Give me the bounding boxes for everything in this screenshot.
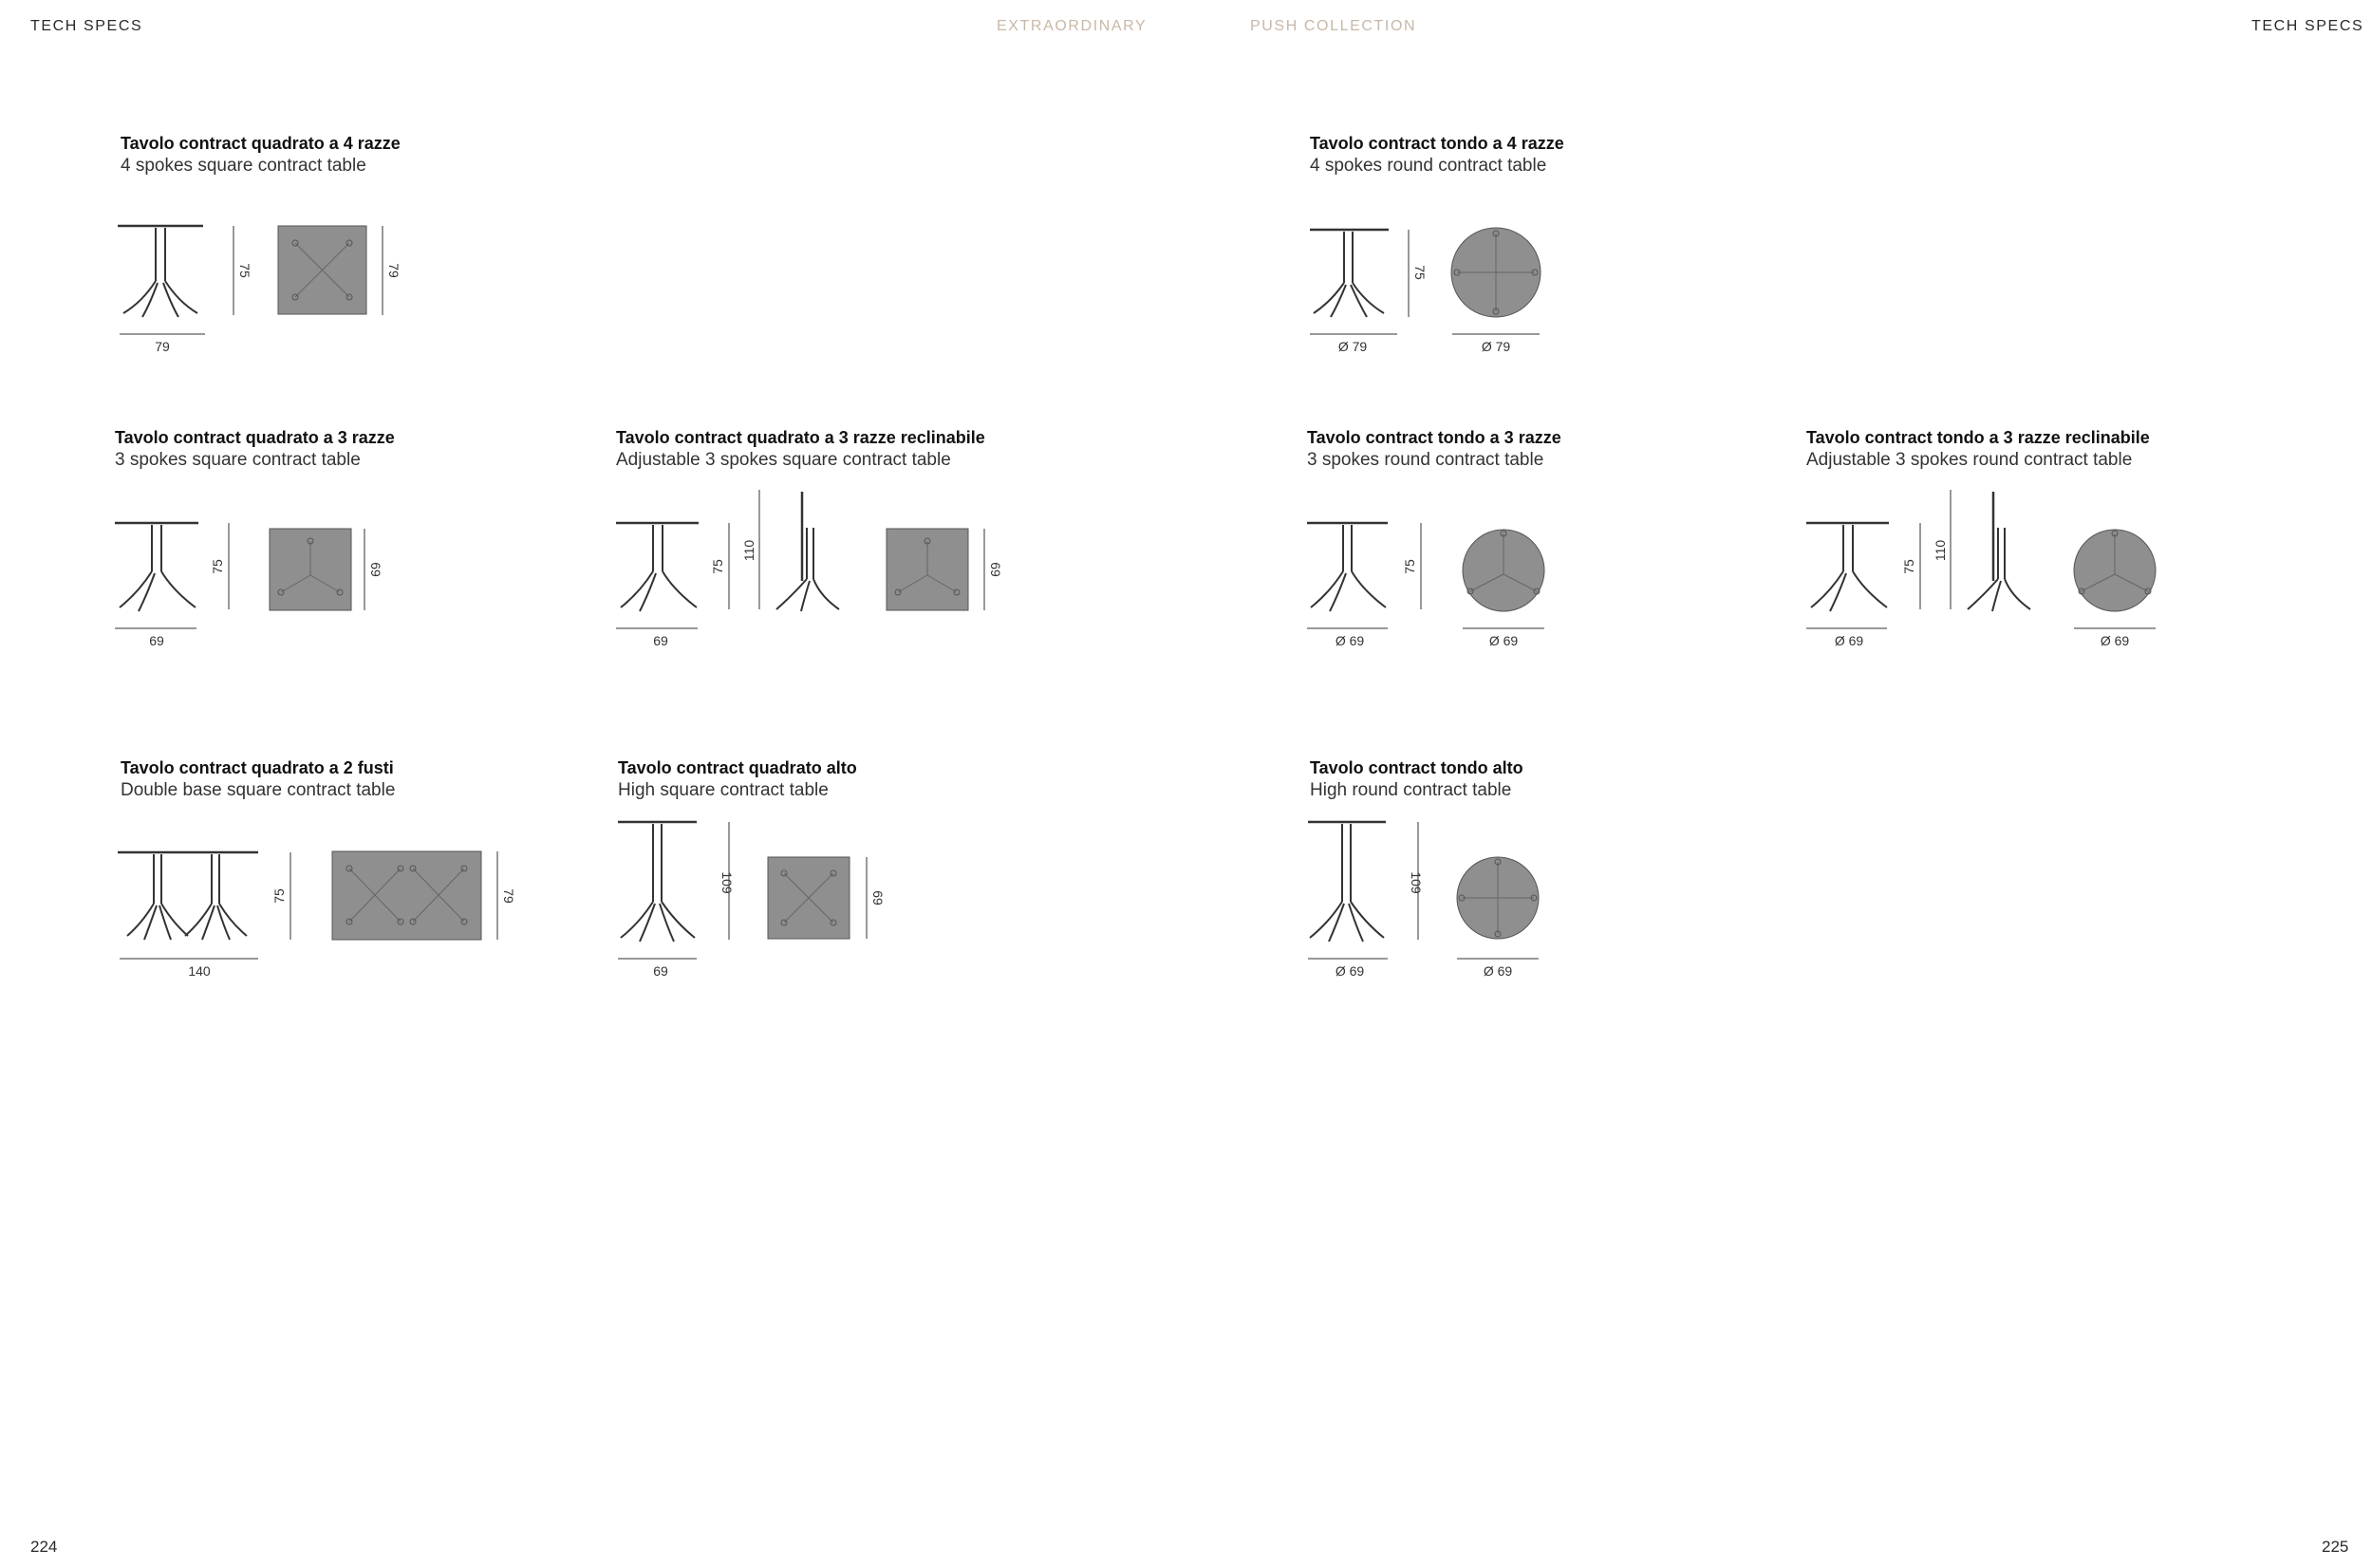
dim-width: 69 bbox=[653, 963, 668, 979]
product-title: Tavolo contract tondo a 3 razze reclinabile bbox=[1806, 428, 2150, 447]
product-0-drawing bbox=[118, 226, 383, 334]
dim-top: 69 bbox=[988, 562, 1003, 577]
top-view bbox=[2074, 530, 2156, 611]
product-subtitle: Adjustable 3 spokes square contract table bbox=[616, 450, 951, 470]
dim-height: 75 bbox=[1901, 559, 1916, 574]
dim-height: 75 bbox=[237, 263, 252, 278]
top-view bbox=[1451, 228, 1541, 317]
side-view bbox=[618, 822, 697, 959]
top-view bbox=[278, 226, 366, 314]
product-title: Tavolo contract tondo a 4 razze bbox=[1310, 134, 1564, 153]
page-number-left: 224 bbox=[30, 1538, 58, 1556]
product-subtitle: Adjustable 3 spokes round contract table bbox=[1806, 450, 2133, 470]
product-4-drawing bbox=[1307, 523, 1544, 628]
side-view bbox=[118, 226, 205, 334]
product-title: Tavolo contract tondo a 3 razze bbox=[1307, 428, 1561, 447]
dim-tilted: 110 bbox=[1933, 539, 1948, 562]
dim-width: Ø 69 bbox=[1834, 633, 1864, 648]
dim-width: Ø 69 bbox=[1335, 963, 1365, 979]
product-subtitle: 4 spokes round contract table bbox=[1310, 156, 1547, 176]
dim-top: 69 bbox=[368, 562, 383, 577]
dim-width: 140 bbox=[188, 963, 211, 979]
side-view bbox=[118, 852, 258, 959]
product-subtitle: 3 spokes square contract table bbox=[115, 450, 361, 470]
dim-width: 69 bbox=[149, 633, 164, 648]
product-5-drawing bbox=[1806, 490, 2156, 628]
side-view bbox=[1310, 230, 1397, 334]
product-7-drawing bbox=[618, 822, 867, 959]
dim-width: Ø 79 bbox=[1337, 339, 1368, 354]
dim-width: 79 bbox=[155, 339, 170, 354]
product-title: Tavolo contract quadrato a 2 fusti bbox=[121, 758, 394, 777]
dim-height: 75 bbox=[1412, 265, 1428, 280]
side-view bbox=[616, 523, 699, 628]
product-2-drawing bbox=[115, 523, 364, 628]
top-view bbox=[1463, 530, 1544, 611]
product-title: Tavolo contract quadrato a 4 razze bbox=[121, 134, 401, 153]
side-view bbox=[115, 523, 198, 628]
dim-height: 109 bbox=[1409, 871, 1424, 894]
dim-height: 75 bbox=[1402, 559, 1417, 574]
tilted-view bbox=[1968, 492, 2030, 611]
dim-top: 79 bbox=[386, 263, 402, 278]
dim-top: Ø 69 bbox=[2100, 633, 2130, 648]
dim-top: 79 bbox=[501, 888, 516, 904]
product-subtitle: 4 spokes square contract table bbox=[121, 156, 366, 176]
page-number-right: 225 bbox=[2322, 1538, 2349, 1556]
product-1-drawing bbox=[1310, 228, 1541, 334]
dim-width: 69 bbox=[653, 633, 668, 648]
top-view bbox=[332, 851, 481, 940]
product-title: Tavolo contract quadrato a 3 razze bbox=[115, 428, 395, 447]
dim-height: 75 bbox=[710, 559, 725, 574]
product-title: Tavolo contract tondo alto bbox=[1310, 758, 1523, 777]
dim-width: Ø 69 bbox=[1335, 633, 1365, 648]
header-left: TECH SPECS bbox=[30, 18, 143, 34]
product-subtitle: High square contract table bbox=[618, 780, 829, 800]
top-view bbox=[1457, 857, 1539, 939]
dim-top: Ø 79 bbox=[1481, 339, 1511, 354]
dim-top: 69 bbox=[870, 890, 886, 905]
dim-height: 75 bbox=[271, 888, 287, 904]
product-title: Tavolo contract quadrato a 3 razze reclinabile bbox=[616, 428, 985, 447]
header-center-left: EXTRAORDINARY bbox=[997, 18, 1148, 34]
side-view bbox=[1307, 523, 1388, 628]
dim-top: Ø 69 bbox=[1488, 633, 1519, 648]
side-view bbox=[1806, 523, 1889, 628]
side-view bbox=[1308, 822, 1388, 959]
product-title: Tavolo contract quadrato alto bbox=[618, 758, 857, 777]
product-subtitle: Double base square contract table bbox=[121, 780, 396, 800]
header-center-right: PUSH COLLECTION bbox=[1250, 18, 1417, 34]
dim-height: 75 bbox=[210, 559, 225, 574]
dim-tilted: 110 bbox=[741, 539, 756, 562]
product-6-drawing bbox=[118, 851, 497, 959]
header-right: TECH SPECS bbox=[2251, 18, 2364, 34]
dim-top: Ø 69 bbox=[1483, 963, 1513, 979]
top-view bbox=[768, 857, 850, 939]
top-view bbox=[887, 529, 968, 610]
top-view bbox=[270, 529, 351, 610]
product-subtitle: High round contract table bbox=[1310, 780, 1512, 800]
dim-height: 109 bbox=[719, 871, 735, 894]
product-subtitle: 3 spokes round contract table bbox=[1307, 450, 1544, 470]
tilted-view bbox=[776, 492, 839, 611]
product-3-drawing bbox=[616, 490, 984, 628]
